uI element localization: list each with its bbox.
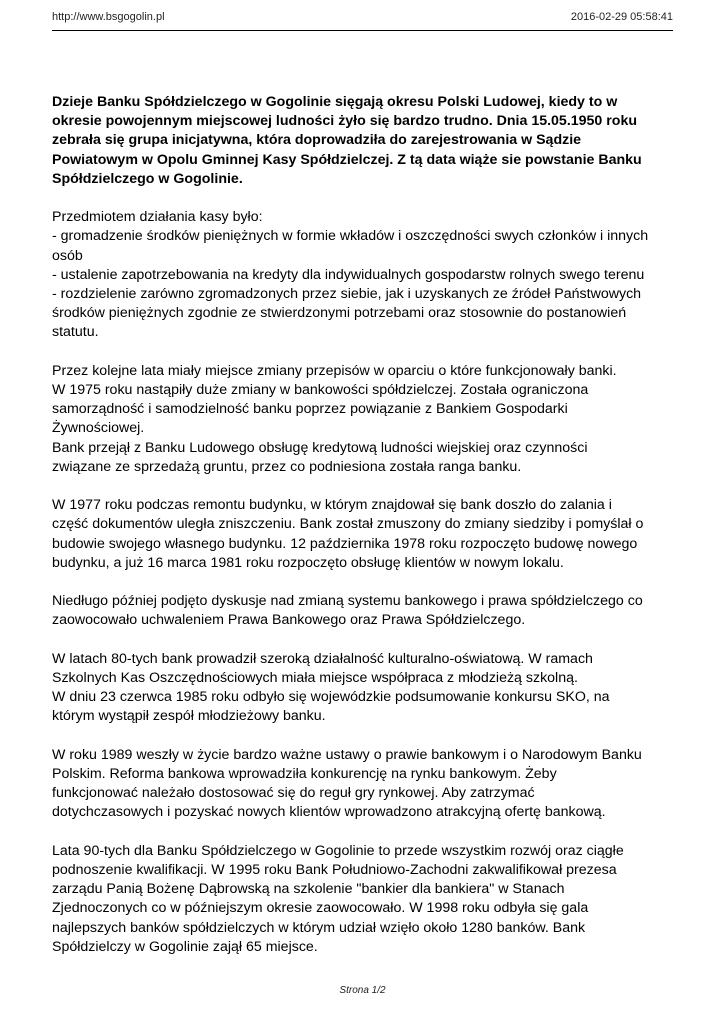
body-paragraph <box>52 842 682 957</box>
text-line: - rozdzielenie zarówno zgromadzonych przez siebie, jak i uzyskanych ze źródeł Państwowych <box>52 286 642 303</box>
text-line: którym wystąpił zespół młodzieżowy banku. <box>52 708 326 725</box>
intro-paragraph <box>52 93 682 189</box>
body-paragraph <box>52 496 682 573</box>
text-line: związane ze sprzedażą gruntu, przez co podniesiona została ranga banku. <box>52 458 522 475</box>
text-line: statutu. <box>52 324 99 341</box>
text-line: funkcjonować należało dostosować się do reguł gry rynkowej. Aby zatrzymać <box>52 785 535 802</box>
text-line: zaowocowało uchwaleniem Prawa Bankowego oraz Prawa Spółdzielczego. <box>52 612 526 629</box>
body-paragraph <box>52 746 682 823</box>
document-body <box>52 93 682 976</box>
text-line: W 1975 roku nastąpiły duże zmiany w bankowości spółdzielczej. Została ograniczona <box>52 382 589 399</box>
text-line: W roku 1989 weszły w życie bardzo ważne ustawy o prawie bankowym i o Narodowym Banku <box>52 746 642 763</box>
body-paragraph <box>52 650 682 727</box>
text-line: podnoszenie kwalifikacji. W 1995 roku Bank Południowo-Zachodni zakwalifikował prezesa <box>52 862 617 879</box>
text-line: budowie swojego własnego budynku. 12 października 1978 roku rozpoczęto budowę nowego <box>52 535 638 552</box>
text-line: - ustalenie zapotrzebowania na kredyty dla indywidualnych gospodarstw rolnych swego terenu <box>52 266 645 283</box>
text-line: - gromadzenie środków pieniężnych w formie wkładów i oszczędności swych członków i innych <box>52 228 649 245</box>
text-line: W latach 80-tych bank prowadził szeroką działalność kulturalno-oświatową. W ramach <box>52 650 593 667</box>
text-line: Dzieje Banku Spółdzielczego w Gogolinie sięgają okresu Polski Ludowej, kiedy to w <box>52 94 618 110</box>
source-url: http://www.bsgogolin.pl <box>52 11 165 23</box>
text-line: część dokumentów uległa zniszczeniu. Bank został zmuszony do zmiany siedziby i pomyślał o <box>52 516 644 533</box>
print-timestamp: 2016-02-29 05:58:41 <box>570 11 673 23</box>
text-line: najlepszych banków spółdzielczych w którym udział wzięło około 1280 banków. Bank <box>52 919 586 936</box>
text-line: Powiatowym w Opolu Gminnej Kasy Spółdzielczej. Z tą data wiąże sie powstanie Banku <box>52 151 642 168</box>
text-line: Żywnościowej. <box>52 420 145 437</box>
text-line: osób <box>52 247 83 264</box>
text-line: Zjednoczonych co w późniejszym okresie zaowocowało. W 1998 roku odbyła się gala <box>52 900 589 917</box>
text-line: zebrała się grupa inicjatywna, która doprowadziła do zarejestrowania w Sądzie <box>52 132 582 149</box>
text-line: Spółdzielczego w Gogolinie. <box>52 170 243 187</box>
text-line: W 1977 roku podczas remontu budynku, w którym znajdował się bank doszło do zalania i <box>52 497 612 514</box>
page-number: Strona 1/2 <box>339 985 386 996</box>
body-paragraph <box>52 362 682 477</box>
text-line: Przedmiotem działania kasy było: <box>52 209 263 226</box>
text-line: Polskim. Reforma bankowa wprowadziła konkurencję na rynku bankowym. Żeby <box>52 766 557 783</box>
text-line: W dniu 23 czerwca 1985 roku odbyło się wojewódzkie podsumowanie konkursu SKO, na <box>52 689 610 706</box>
text-line: Szkolnych Kas Oszczędnościowych miała miejsce współpraca z młodzieżą szkolną. <box>52 670 578 687</box>
text-line: Przez kolejne lata miały miejsce zmiany przepisów w oparciu o które funkcjonowały banki. <box>52 362 617 379</box>
text-line: Lata 90-tych dla Banku Spółdzielczego w Gogolinie to przede wszystkim rozwój oraz ciągłe <box>52 842 624 859</box>
text-line: budynku, a już 16 marca 1981 roku rozpoczęto obsługę klientów w nowym lokalu. <box>52 554 564 571</box>
text-line: dotychczasowych i pozyskać nowych klientów wprowadzono atrakcyjną ofertę bankową. <box>52 804 606 821</box>
text-line: okresie powojennym miejscowej ludności żyło się bardzo trudno. Dnia 15.05.1950 roku <box>52 113 638 130</box>
text-line: Bank przejął z Banku Ludowego obsługę kredytową ludności wiejskiej oraz czynności <box>52 439 588 456</box>
text-line: Spółdzielczy w Gogolinie zajął 65 miejsce. <box>52 938 318 955</box>
text-line: zarządu Panią Bożenę Dąbrowską na szkolenie "bankier dla bankiera" w Stanach <box>52 881 565 898</box>
header-divider <box>52 30 673 31</box>
text-line: Niedługo później podjęto dyskusje nad zmianą systemu bankowego i prawa spółdzielczego co <box>52 593 643 610</box>
text-line: środków pieniężnych zgodnie ze stwierdzonymi potrzebami oraz stosownie do postanowień <box>52 305 627 322</box>
body-paragraph <box>52 208 682 342</box>
text-line: samorządność i samodzielność banku poprzez powiązanie z Bankiem Gospodarki <box>52 401 568 418</box>
body-paragraph <box>52 592 682 630</box>
